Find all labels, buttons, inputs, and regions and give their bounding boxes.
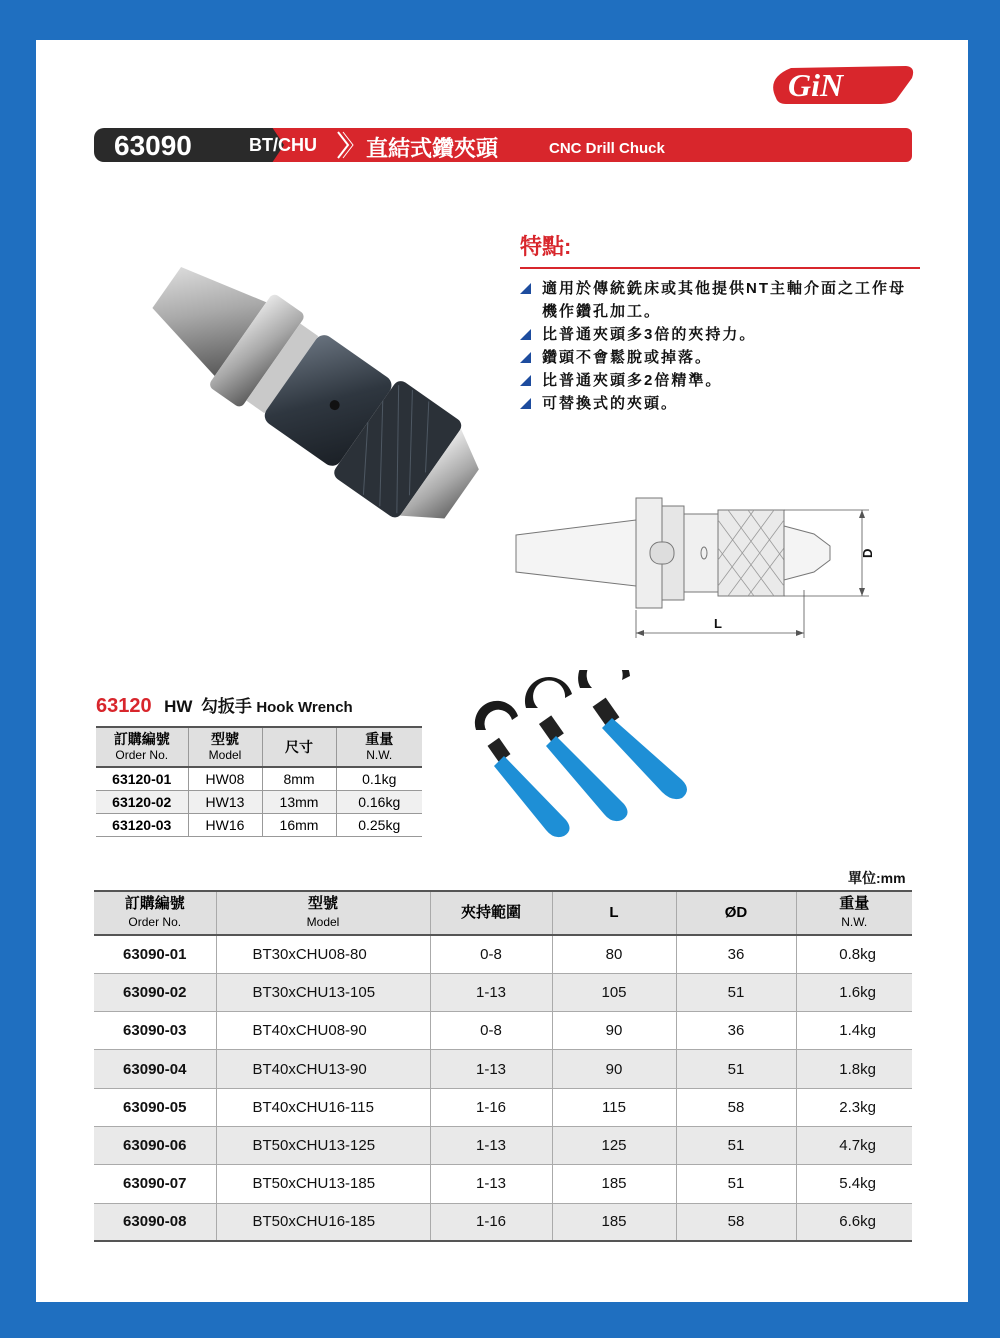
dimension-d-label: D <box>860 548 875 558</box>
column-header: 訂購編號 Order No. <box>94 891 216 935</box>
diameter-cell: 36 <box>676 935 796 973</box>
table-row: 63120-01 HW08 8mm 0.1kg <box>96 767 422 790</box>
length-cell: 105 <box>552 973 676 1011</box>
column-header: 夾持範圍 <box>430 891 552 935</box>
feature-text: 鑽頭不會鬆脫或掉落。 <box>542 349 713 366</box>
clamp-range-cell: 1-13 <box>430 1126 552 1164</box>
feature-item <box>520 392 920 415</box>
feature-text: 比普通夾頭多2倍精準。 <box>542 372 723 389</box>
triangle-bullet-icon <box>520 352 531 363</box>
diameter-cell: 51 <box>676 973 796 1011</box>
weight-cell: 1.8kg <box>796 1050 912 1088</box>
length-cell: 185 <box>552 1165 676 1203</box>
feature-text: 適用於傳統銑床或其他提供NT主軸介面之工作母機作鑽孔加工。 <box>542 280 906 320</box>
diameter-cell: 58 <box>676 1203 796 1241</box>
table-row <box>94 1126 912 1164</box>
weight-cell: 1.4kg <box>796 1012 912 1050</box>
hook-wrench-model: HW <box>164 697 193 716</box>
length-cell: 185 <box>552 1203 676 1241</box>
unit-label: 單位:mm <box>848 870 906 886</box>
feature-item <box>520 277 920 323</box>
clamp-range-cell: 1-13 <box>430 1165 552 1203</box>
diameter-cell: 58 <box>676 1088 796 1126</box>
order-no-cell: 63090-06 <box>94 1126 216 1164</box>
order-no-cell: 63090-02 <box>94 973 216 1011</box>
feature-text: 可替換式的夾頭。 <box>542 395 679 412</box>
technical-drawing <box>514 490 884 655</box>
feature-item <box>520 323 920 346</box>
model-cell: BT40xCHU08-90 <box>216 1012 430 1050</box>
clamp-range-cell: 1-13 <box>430 1050 552 1088</box>
order-no-cell: 63090-08 <box>94 1203 216 1241</box>
clamp-range-cell: 1-13 <box>430 973 552 1011</box>
hook-wrench-code: 63120 <box>96 695 152 717</box>
weight-cell: 0.8kg <box>796 935 912 973</box>
column-header: 型號 Model <box>216 891 430 935</box>
feature-item <box>520 346 920 369</box>
diameter-cell: 51 <box>676 1050 796 1088</box>
features-title: 特點: <box>520 230 920 269</box>
column-header: 尺寸 <box>262 727 336 767</box>
product-name-en: CNC Drill Chuck <box>549 140 665 157</box>
clamp-range-cell: 0-8 <box>430 1012 552 1050</box>
clamp-range-cell: 0-8 <box>430 935 552 973</box>
title-bar <box>94 128 912 162</box>
table-row <box>94 1165 912 1203</box>
product-code: 63090 <box>114 130 192 161</box>
features-block <box>520 230 920 415</box>
triangle-bullet-icon <box>520 283 531 294</box>
feature-text: 比普通夾頭多3倍的夾持力。 <box>542 326 757 343</box>
hook-wrench-heading <box>96 692 353 718</box>
clamp-range-cell: 1-16 <box>430 1203 552 1241</box>
hook-wrench-name-zh: 勾扳手 <box>200 697 252 716</box>
order-no-cell: 63090-03 <box>94 1012 216 1050</box>
catalog-page <box>36 40 968 1302</box>
order-no-cell: 63090-04 <box>94 1050 216 1088</box>
length-cell: 90 <box>552 1012 676 1050</box>
table-row <box>94 1203 912 1241</box>
chevron-separator-icon <box>334 128 354 162</box>
triangle-bullet-icon <box>520 329 531 340</box>
dimension-l-label: L <box>714 616 722 631</box>
table-row <box>94 1050 912 1088</box>
diameter-cell: 36 <box>676 1012 796 1050</box>
product-spec-table <box>94 890 912 1242</box>
length-cell: 80 <box>552 935 676 973</box>
table-row: 63120-02 HW13 13mm 0.16kg <box>96 790 422 813</box>
model-cell: BT40xCHU13-90 <box>216 1050 430 1088</box>
diameter-cell: 51 <box>676 1165 796 1203</box>
table-row <box>94 973 912 1011</box>
clamp-range-cell: 1-16 <box>430 1088 552 1126</box>
model-cell: BT50xCHU13-185 <box>216 1165 430 1203</box>
column-header: 型號 Model <box>188 727 262 767</box>
column-header: 訂購編號 Order No. <box>96 727 188 767</box>
hook-wrench-name-en: Hook Wrench <box>256 699 353 716</box>
logo-text: GiN <box>788 67 844 103</box>
feature-item <box>520 369 920 392</box>
weight-cell: 1.6kg <box>796 973 912 1011</box>
column-header: 重量 N.W. <box>336 727 422 767</box>
model-cell: BT50xCHU13-125 <box>216 1126 430 1164</box>
model-cell: BT50xCHU16-185 <box>216 1203 430 1241</box>
length-cell: 90 <box>552 1050 676 1088</box>
hook-wrench-photo <box>456 670 696 850</box>
table-row <box>94 935 912 973</box>
product-series: BT/CHU <box>249 135 317 155</box>
weight-cell: 5.4kg <box>796 1165 912 1203</box>
triangle-bullet-icon <box>520 398 531 409</box>
gin-logo <box>766 58 916 108</box>
table-row: 63120-03 HW16 16mm 0.25kg <box>96 813 422 836</box>
table-row <box>94 1012 912 1050</box>
length-cell: 125 <box>552 1126 676 1164</box>
column-header: L <box>552 891 676 935</box>
diameter-cell: 51 <box>676 1126 796 1164</box>
column-header: 重量 N.W. <box>796 891 912 935</box>
weight-cell: 6.6kg <box>796 1203 912 1241</box>
triangle-bullet-icon <box>520 375 531 386</box>
drill-chuck-photo <box>116 220 496 550</box>
order-no-cell: 63090-07 <box>94 1165 216 1203</box>
order-no-cell: 63090-05 <box>94 1088 216 1126</box>
weight-cell: 2.3kg <box>796 1088 912 1126</box>
model-cell: BT30xCHU08-80 <box>216 935 430 973</box>
product-name-zh: 直結式鑽夾頭 <box>366 136 499 161</box>
model-cell: BT40xCHU16-115 <box>216 1088 430 1126</box>
length-cell: 115 <box>552 1088 676 1126</box>
order-no-cell: 63090-01 <box>94 935 216 973</box>
model-cell: BT30xCHU13-105 <box>216 973 430 1011</box>
table-row <box>94 1088 912 1126</box>
hook-wrench-table <box>96 726 422 837</box>
weight-cell: 4.7kg <box>796 1126 912 1164</box>
column-header: ØD <box>676 891 796 935</box>
